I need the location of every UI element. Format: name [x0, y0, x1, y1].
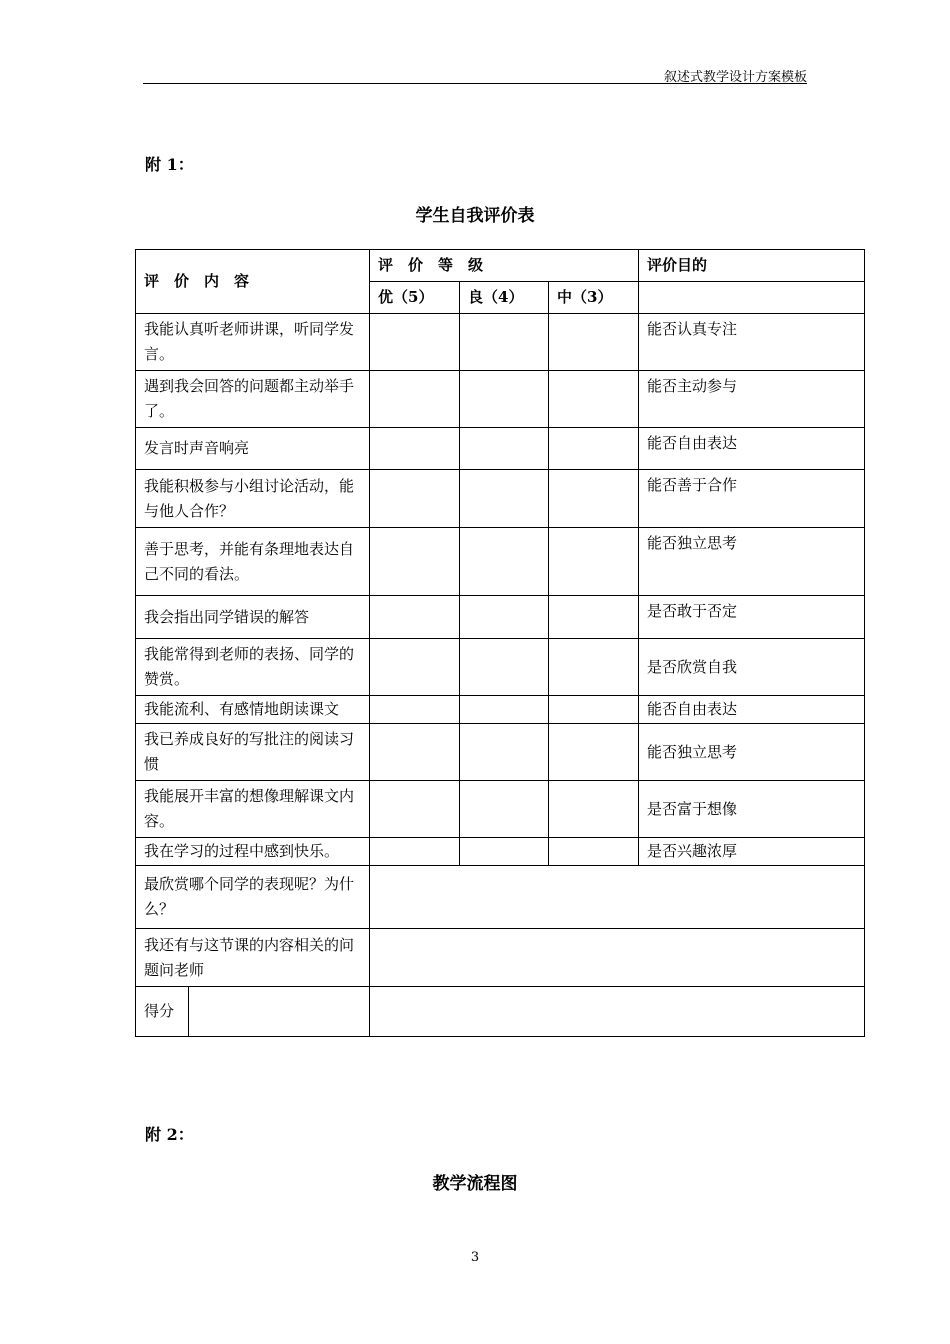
table-row — [136, 470, 865, 528]
grade-cell-excellent[interactable] — [370, 314, 460, 371]
question-favorite-classmate: 最欣赏哪个同学的表现呢？为什么？ — [136, 866, 370, 929]
grade-medium-header: 中（3） — [549, 282, 639, 314]
table-row — [136, 987, 865, 1037]
table-row — [136, 781, 865, 838]
document-header-title: 叙述式教学设计方案模板 — [663, 70, 807, 85]
grade-excellent-header: 优（5） — [370, 282, 460, 314]
table-row — [136, 639, 865, 696]
grade-cell-medium[interactable] — [549, 596, 639, 639]
score-label: 得分 — [136, 987, 189, 1037]
grade-cell-medium[interactable] — [549, 838, 639, 866]
row-purpose: 能否认真专注 — [639, 314, 865, 371]
row-purpose: 能否自由表达 — [639, 428, 865, 470]
grade-cell-excellent[interactable] — [370, 781, 460, 838]
grade-cell-good[interactable] — [460, 838, 549, 866]
grade-cell-excellent[interactable] — [370, 428, 460, 470]
table-row — [136, 314, 865, 371]
grade-cell-good[interactable] — [460, 470, 549, 528]
appendix-1-label: 附 1： — [145, 155, 194, 174]
grade-cell-medium[interactable] — [549, 781, 639, 838]
grade-cell-good[interactable] — [460, 528, 549, 596]
grade-good-header: 良（4） — [460, 282, 549, 314]
table-row — [136, 724, 865, 781]
grade-cell-good[interactable] — [460, 371, 549, 428]
table-row — [136, 929, 865, 987]
answer-favorite-classmate[interactable] — [370, 866, 865, 929]
grade-cell-good[interactable] — [460, 639, 549, 696]
grade-cell-excellent[interactable] — [370, 596, 460, 639]
teaching-flowchart-title: 教学流程图 — [432, 1174, 518, 1194]
grade-cell-excellent[interactable] — [370, 528, 460, 596]
table-row — [136, 696, 865, 724]
grade-cell-excellent[interactable] — [370, 724, 460, 781]
grade-cell-medium[interactable] — [549, 724, 639, 781]
purpose-subheader-empty — [639, 282, 865, 314]
grade-cell-good[interactable] — [460, 696, 549, 724]
page-number: 3 — [470, 1250, 480, 1265]
grade-cell-good[interactable] — [460, 314, 549, 371]
table-row — [136, 838, 865, 866]
row-content: 我会指出同学错误的解答 — [136, 596, 370, 639]
grade-cell-excellent[interactable] — [370, 639, 460, 696]
grade-cell-medium[interactable] — [549, 470, 639, 528]
grade-cell-excellent[interactable] — [370, 371, 460, 428]
grade-cell-good[interactable] — [460, 724, 549, 781]
table-row — [136, 428, 865, 470]
table-row — [136, 371, 865, 428]
header-evaluation-content: 评 价 内 容 — [136, 250, 370, 314]
grade-cell-excellent[interactable] — [370, 470, 460, 528]
row-purpose: 能否善于合作 — [639, 470, 865, 528]
score-remarks[interactable] — [370, 987, 865, 1037]
grade-cell-good[interactable] — [460, 781, 549, 838]
header-evaluation-purpose: 评价目的 — [639, 250, 865, 282]
self-evaluation-table — [135, 249, 865, 1037]
table-row — [136, 528, 865, 596]
score-value[interactable] — [189, 987, 370, 1037]
grade-cell-medium[interactable] — [549, 696, 639, 724]
header-evaluation-grade: 评 价 等 级 — [370, 250, 639, 282]
row-content: 我能展开丰富的想像理解课文内容。 — [136, 781, 370, 838]
row-content: 我已养成良好的写批注的阅读习惯 — [136, 724, 370, 781]
grade-cell-good[interactable] — [460, 428, 549, 470]
appendix-2-label: 附 2： — [145, 1125, 194, 1144]
row-content: 我能认真听老师讲课，听同学发言。 — [136, 314, 370, 371]
grade-cell-excellent[interactable] — [370, 838, 460, 866]
row-purpose: 能否主动参与 — [639, 371, 865, 428]
grade-cell-excellent[interactable] — [370, 696, 460, 724]
grade-cell-medium[interactable] — [549, 528, 639, 596]
table-row — [136, 596, 865, 639]
row-purpose: 是否富于想像 — [639, 781, 865, 838]
row-content: 善于思考，并能有条理地表达自己不同的看法。 — [136, 528, 370, 596]
grade-cell-medium[interactable] — [549, 428, 639, 470]
answer-for-teacher[interactable] — [370, 929, 865, 987]
grade-cell-medium[interactable] — [549, 371, 639, 428]
row-purpose: 能否独立思考 — [639, 528, 865, 596]
question-for-teacher: 我还有与这节课的内容相关的问题问老师 — [136, 929, 370, 987]
row-content: 遇到我会回答的问题都主动举手了。 — [136, 371, 370, 428]
grade-cell-medium[interactable] — [549, 314, 639, 371]
row-purpose: 是否欣赏自我 — [639, 639, 865, 696]
grade-cell-medium[interactable] — [549, 639, 639, 696]
grade-cell-good[interactable] — [460, 596, 549, 639]
row-content: 我在学习的过程中感到快乐。 — [136, 838, 370, 866]
header-divider — [143, 83, 807, 84]
row-content: 我能流利、有感情地朗读课文 — [136, 696, 370, 724]
table-row — [136, 866, 865, 929]
row-purpose: 是否敢于否定 — [639, 596, 865, 639]
row-content: 我能常得到老师的表扬、同学的赞赏。 — [136, 639, 370, 696]
row-purpose: 能否独立思考 — [639, 724, 865, 781]
row-content: 我能积极参与小组讨论活动，能与他人合作？ — [136, 470, 370, 528]
row-purpose: 能否自由表达 — [639, 696, 865, 724]
row-purpose: 是否兴趣浓厚 — [639, 838, 865, 866]
self-evaluation-table-title: 学生自我评价表 — [415, 206, 535, 226]
row-content: 发言时声音响亮 — [136, 428, 370, 470]
